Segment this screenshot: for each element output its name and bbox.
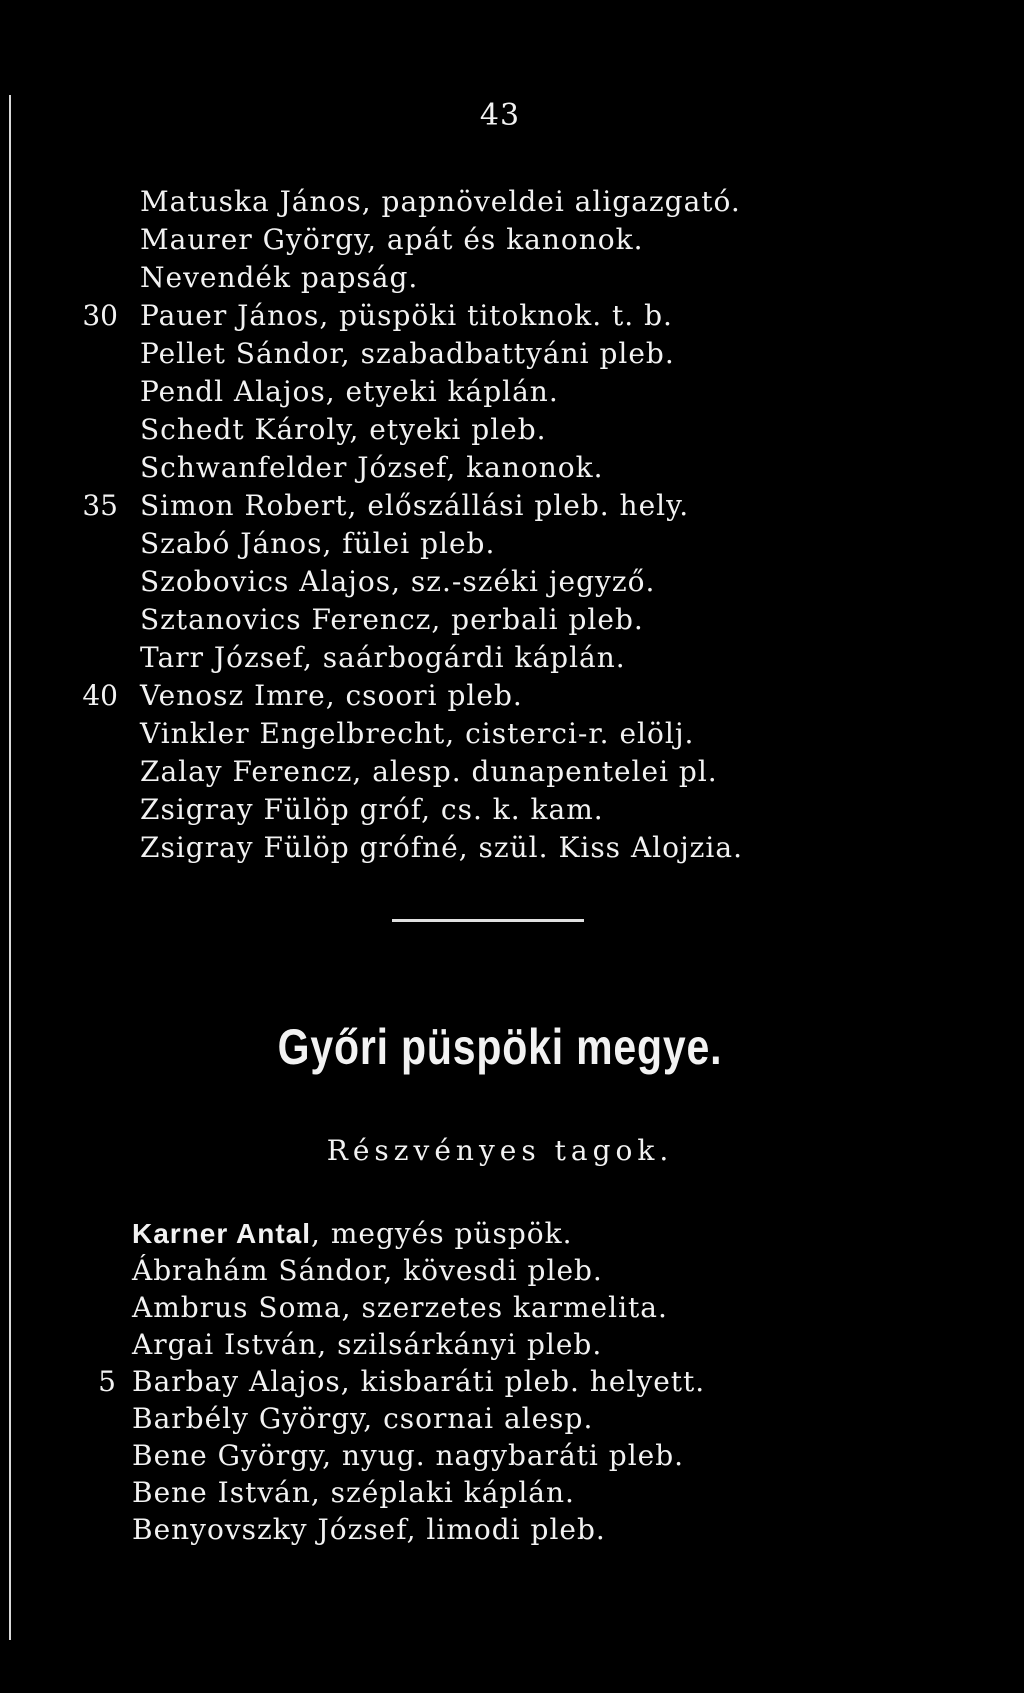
entry-text: Simon Robert, előszállási pleb. hely. [140, 489, 690, 522]
section-subtitle: Részvényes tagok. [326, 1134, 674, 1167]
entry-number: 30 [82, 299, 118, 332]
list-item [0, 1326, 1024, 1363]
list-item [0, 1437, 1024, 1474]
list-item [0, 715, 1024, 753]
list-item [0, 791, 1024, 829]
entry-text: Vinkler Engelbrecht, cisterci-r. elölj. [140, 717, 695, 750]
list-item [0, 183, 1024, 221]
entry-text: Szobovics Alajos, sz.-széki jegyző. [140, 565, 656, 598]
entry-text: Venosz Imre, csoori pleb. [140, 679, 523, 712]
entry-text: Pauer János, püspöki titoknok. t. b. [140, 299, 673, 332]
list-item [0, 601, 1024, 639]
entry-text: Nevendék papság. [140, 261, 419, 294]
entry-number: 40 [82, 679, 118, 712]
entry-text: Schwanfelder József, kanonok. [140, 451, 604, 484]
section-divider [392, 919, 584, 922]
bishop-title: , megyés püspök. [311, 1217, 573, 1250]
list-item [0, 297, 1024, 335]
entry-text: Ambrus Soma, szerzetes karmelita. [132, 1291, 668, 1324]
list-item [0, 563, 1024, 601]
entry-text: Schedt Károly, etyeki pleb. [140, 413, 547, 446]
member-list-top [0, 183, 1024, 867]
list-item [0, 1511, 1024, 1548]
entry-text: Zsigray Fülöp gróf, cs. k. kam. [140, 793, 604, 826]
entry-text [132, 1215, 573, 1252]
entry-number: 35 [82, 489, 118, 522]
page-number: 43 [479, 98, 521, 133]
list-item [0, 1215, 1024, 1252]
list-item [0, 829, 1024, 867]
list-item [0, 1289, 1024, 1326]
entry-text: Argai István, szilsárkányi pleb. [132, 1328, 603, 1361]
entry-text: Barbay Alajos, kisbaráti pleb. helyett. [132, 1365, 706, 1398]
list-item [0, 1252, 1024, 1289]
entry-number: 5 [98, 1365, 116, 1398]
list-item [0, 639, 1024, 677]
list-item [0, 677, 1024, 715]
entry-text: Barbély György, csornai alesp. [132, 1402, 594, 1435]
entry-text: Maurer György, apát és kanonok. [140, 223, 644, 256]
list-item [0, 411, 1024, 449]
entry-text: Matuska János, papnöveldei aligazgató. [140, 185, 741, 218]
list-item [0, 525, 1024, 563]
list-item [0, 335, 1024, 373]
list-item [0, 753, 1024, 791]
list-item [0, 1363, 1024, 1400]
entry-text: Ábrahám Sándor, kövesdi pleb. [132, 1254, 603, 1287]
bishop-name: Karner Antal [132, 1218, 312, 1249]
list-item [0, 259, 1024, 297]
list-item [0, 487, 1024, 525]
entry-text: Sztanovics Ferencz, perbali pleb. [140, 603, 644, 636]
list-item [0, 449, 1024, 487]
entry-text: Zsigray Fülöp grófné, szül. Kiss Alojzia. [140, 831, 743, 864]
entry-text: Szabó János, fülei pleb. [140, 527, 496, 560]
list-item [0, 373, 1024, 411]
entry-text: Pendl Alajos, etyeki káplán. [140, 375, 559, 408]
entry-text: Bene István, széplaki káplán. [132, 1476, 575, 1509]
entry-text: Bene György, nyug. nagybaráti pleb. [132, 1439, 685, 1472]
list-item [0, 221, 1024, 259]
list-item [0, 1400, 1024, 1437]
section-title: Győri püspöki megye. [277, 1019, 723, 1075]
entry-text: Zalay Ferencz, alesp. dunapentelei pl. [140, 755, 718, 788]
entry-text: Pellet Sándor, szabadbattyáni pleb. [140, 337, 675, 370]
list-item [0, 1474, 1024, 1511]
entry-text: Benyovszky József, limodi pleb. [132, 1513, 606, 1546]
entry-text: Tarr József, saárbogárdi káplán. [140, 641, 626, 674]
member-list-bottom [0, 1215, 1024, 1548]
